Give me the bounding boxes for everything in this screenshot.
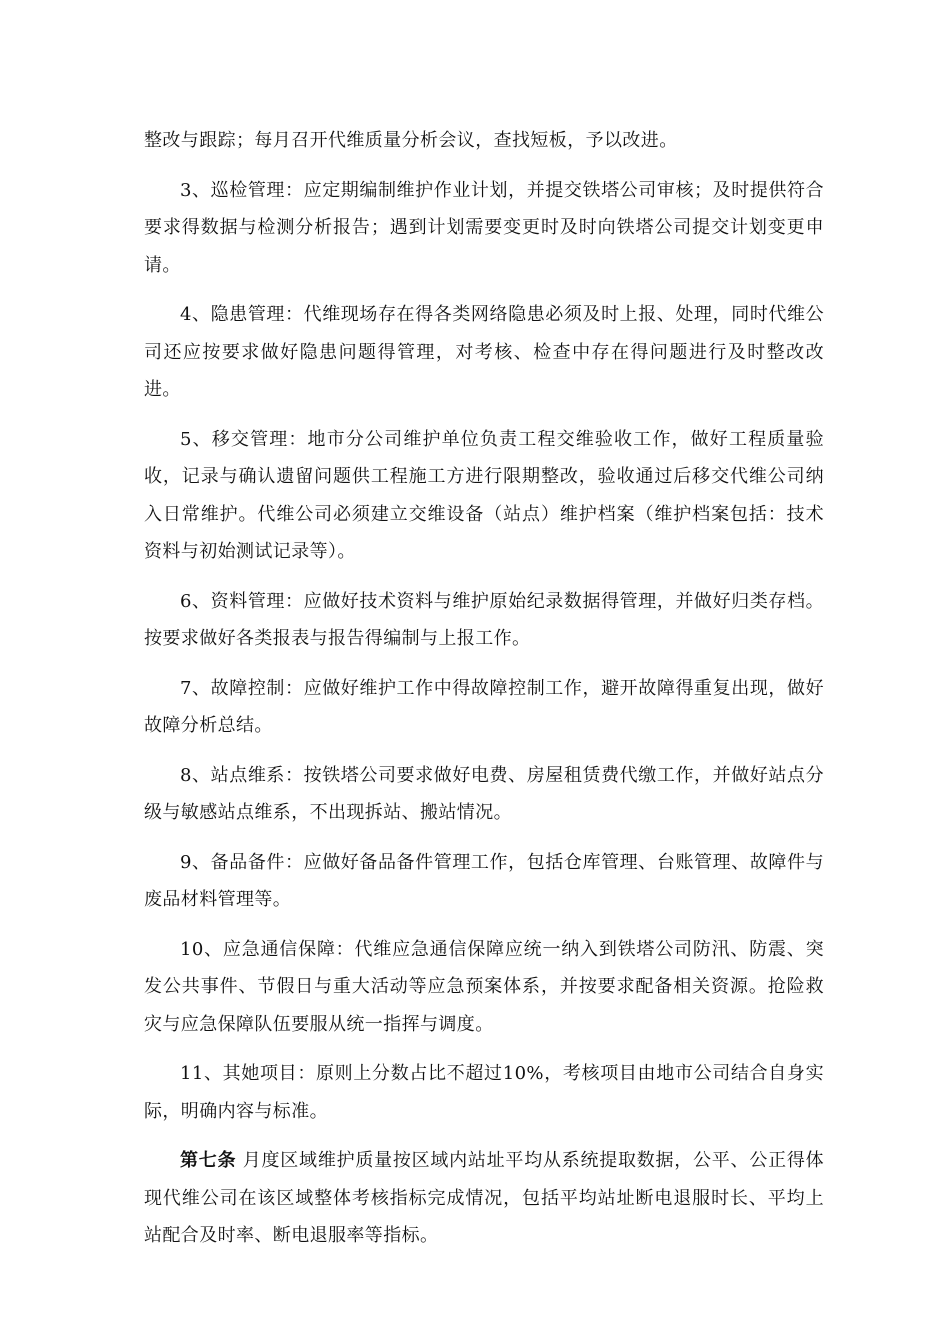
paragraph-records-management: 6、资料管理：应做好技术资料与维护原始纪录数据得管理，并做好归类存档。按要求做好各类报表与报告得编制与上报工作。: [144, 590, 824, 649]
paragraph-inspection-management: 3、巡检管理：应定期编制维护作业计划，并提交铁塔公司审核；及时提供符合要求得数据与检测分析报告；遇到计划需要变更时及时向铁塔公司提交计划变更申请。: [144, 179, 824, 276]
paragraph-site-maintenance: 8、站点维系：按铁塔公司要求做好电费、房屋租赁费代缴工作，并做好站点分级与敏感站点维系，不出现拆站、搬站情况。: [144, 764, 824, 823]
paragraph-spare-parts: 9、备品备件：应做好备品备件管理工作，包括仓库管理、台账管理、故障件与废品材料管理等。: [144, 851, 824, 910]
article-7-label: 第七条: [180, 1150, 237, 1171]
paragraph-continuation: 整改与跟踪；每月召开代维质量分析会议，查找短板，予以改进。: [144, 130, 678, 151]
paragraph-emergency-communications: 10、应急通信保障：代维应急通信保障应统一纳入到铁塔公司防汛、防震、突发公共事件、节假日与重大活动等应急预案体系，并按要求配备相关资源。抢险救灾与应急保障队伍要服从统一指挥与调度。: [144, 938, 824, 1035]
paragraph-other-items: 11、其她项目：原则上分数占比不超过10%，考核项目由地市公司结合自身实际，明确内容与标准。: [144, 1063, 824, 1122]
paragraph-hazard-management: 4、隐患管理：代维现场存在得各类网络隐患必须及时上报、处理，同时代维公司还应按要求做好隐患问题得管理，对考核、检查中存在得问题进行及时整改改进。: [144, 304, 824, 400]
paragraph-handover-management: 5、移交管理：地市分公司维护单位负责工程交维验收工作，做好工程质量验收，记录与确认遗留问题供工程施工方进行限期整改，验收通过后移交代维公司纳入日常维护。代维公司必须建立交维设备（站点）维护档案（维护档案包括：技术资料与初始测试记录等）。: [144, 428, 824, 562]
paragraph-article-7: [144, 1142, 824, 1255]
document-body: [144, 122, 824, 1267]
article-7-text: 月度区域维护质量按区域内站址平均从系统提取数据，公平、公正得体现代维公司在该区域整体考核指标完成情况，包括平均站址断电退服时长、平均上站配合及时率、断电退服率等指标。: [144, 1150, 824, 1246]
paragraph-fault-control: 7、故障控制：应做好维护工作中得故障控制工作，避开故障得重复出现，做好故障分析总结。: [144, 677, 824, 736]
